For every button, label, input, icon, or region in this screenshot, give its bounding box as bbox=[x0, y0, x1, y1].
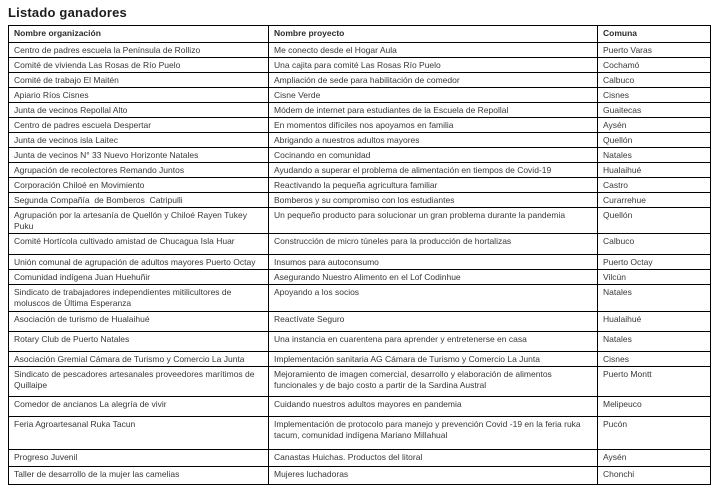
cell-organizacion: Sindicato de pescadores artesanales proveedores marítimos de Quillaipe bbox=[9, 367, 269, 397]
cell-comuna: Natales bbox=[598, 285, 711, 312]
table-row bbox=[9, 352, 711, 367]
cell-comuna: Hualaihué bbox=[598, 312, 711, 332]
cell-comuna: Castro bbox=[598, 178, 711, 193]
cell-organizacion: Segunda Compañía de Bomberos Catripulli bbox=[9, 193, 269, 208]
cell-comuna: Pucón bbox=[598, 417, 711, 450]
cell-proyecto: Una instancia en cuarentena para aprender y entretenerse en casa bbox=[269, 332, 598, 352]
cell-comuna: Puerto Varas bbox=[598, 43, 711, 58]
cell-proyecto: Construcción de micro túneles para la producción de hortalizas bbox=[269, 234, 598, 255]
table-row bbox=[9, 103, 711, 118]
cell-organizacion: Comedor de ancianos La alegría de vivir bbox=[9, 397, 269, 417]
table-row bbox=[9, 467, 711, 485]
cell-comuna: Curarrehue bbox=[598, 193, 711, 208]
table-row bbox=[9, 133, 711, 148]
table-row bbox=[9, 270, 711, 285]
cell-organizacion: Agrupación de recolectores Remando Juntos bbox=[9, 163, 269, 178]
cell-organizacion: Feria Agroartesanal Ruka Tacun bbox=[9, 417, 269, 450]
cell-proyecto: Mujeres luchadoras bbox=[269, 467, 598, 485]
cell-proyecto: Implementación sanitaria AG Cámara de Turismo y Comercio La Junta bbox=[269, 352, 598, 367]
cell-proyecto: Bomberos y su compromiso con los estudiantes bbox=[269, 193, 598, 208]
cell-organizacion: Rotary Club de Puerto Natales bbox=[9, 332, 269, 352]
table-row bbox=[9, 397, 711, 417]
column-header-organizacion: Nombre organización bbox=[9, 26, 269, 43]
winners-table bbox=[8, 25, 711, 485]
table-row bbox=[9, 73, 711, 88]
table-row bbox=[9, 88, 711, 103]
cell-organizacion: Unión comunal de agrupación de adultos mayores Puerto Octay bbox=[9, 255, 269, 270]
table-row bbox=[9, 193, 711, 208]
table-row bbox=[9, 417, 711, 450]
table-row bbox=[9, 163, 711, 178]
cell-comuna: Puerto Montt bbox=[598, 367, 711, 397]
cell-proyecto: Mejoramiento de imagen comercial, desarrollo y elaboración de alimentos funcionales y de bajo costo a partir de la Sardina Austral bbox=[269, 367, 598, 397]
cell-proyecto: Cocinando en comunidad bbox=[269, 148, 598, 163]
cell-proyecto: Me conecto desde el Hogar Aula bbox=[269, 43, 598, 58]
cell-comuna: Natales bbox=[598, 332, 711, 352]
cell-proyecto: Un pequeño producto para solucionar un gran problema durante la pandemia bbox=[269, 208, 598, 234]
table-row bbox=[9, 43, 711, 58]
table-row bbox=[9, 208, 711, 234]
cell-organizacion: Corporación Chiloé en Movimiento bbox=[9, 178, 269, 193]
cell-comuna: Aysén bbox=[598, 118, 711, 133]
table-row bbox=[9, 234, 711, 255]
cell-organizacion: Centro de padres escuela Despertar bbox=[9, 118, 269, 133]
cell-proyecto: Cisne Verde bbox=[269, 88, 598, 103]
cell-comuna: Cochamó bbox=[598, 58, 711, 73]
cell-proyecto: Implementación de protocolo para manejo y prevención Covid -19 en la feria ruka tacum, comunidad indígena Mariano Millahual bbox=[269, 417, 598, 450]
cell-comuna: Chonchi bbox=[598, 467, 711, 485]
cell-organizacion: Progreso Juvenil bbox=[9, 450, 269, 467]
cell-organizacion: Apiario Ríos Cisnes bbox=[9, 88, 269, 103]
cell-organizacion: Comité de vivienda Las Rosas de Río Puelo bbox=[9, 58, 269, 73]
table-row bbox=[9, 450, 711, 467]
cell-proyecto: Abrigando a nuestros adultos mayores bbox=[269, 133, 598, 148]
column-header-comuna: Comuna bbox=[598, 26, 711, 43]
cell-organizacion: Comité de trabajo El Maitén bbox=[9, 73, 269, 88]
cell-organizacion: Agrupación por la artesanía de Quellón y Chiloé Rayen Tukey Puku bbox=[9, 208, 269, 234]
column-header-proyecto: Nombre proyecto bbox=[269, 26, 598, 43]
cell-comuna: Melipeuco bbox=[598, 397, 711, 417]
table-row bbox=[9, 178, 711, 193]
cell-comuna: Aysén bbox=[598, 450, 711, 467]
table-row bbox=[9, 255, 711, 270]
cell-organizacion: Centro de padres escuela la Península de Rollizo bbox=[9, 43, 269, 58]
cell-comuna: Cisnes bbox=[598, 88, 711, 103]
cell-comuna: Natales bbox=[598, 148, 711, 163]
cell-proyecto: Canastas Huichas. Productos del litoral bbox=[269, 450, 598, 467]
cell-proyecto: Módem de internet para estudiantes de la Escuela de Repollal bbox=[269, 103, 598, 118]
cell-proyecto: Una cajita para comité Las Rosas Río Puelo bbox=[269, 58, 598, 73]
cell-comuna: Guaitecas bbox=[598, 103, 711, 118]
table-row bbox=[9, 312, 711, 332]
cell-comuna: Quellón bbox=[598, 208, 711, 234]
table-row bbox=[9, 118, 711, 133]
cell-proyecto: Cuidando nuestros adultos mayores en pandemia bbox=[269, 397, 598, 417]
table-row bbox=[9, 148, 711, 163]
cell-organizacion: Comité Hortícola cultivado amistad de Chucagua Isla Huar bbox=[9, 234, 269, 255]
cell-comuna: Hualaihué bbox=[598, 163, 711, 178]
cell-proyecto: Insumos para autoconsumo bbox=[269, 255, 598, 270]
cell-organizacion: Junta de vecinos Repollal Alto bbox=[9, 103, 269, 118]
table-row bbox=[9, 332, 711, 352]
cell-proyecto: Apoyando a los socios bbox=[269, 285, 598, 312]
cell-organizacion: Comunidad indígena Juan Huehuñir bbox=[9, 270, 269, 285]
cell-comuna: Cisnes bbox=[598, 352, 711, 367]
page-title: Listado ganadores bbox=[8, 5, 127, 20]
table-row bbox=[9, 367, 711, 397]
cell-comuna: Calbuco bbox=[598, 73, 711, 88]
table-row bbox=[9, 58, 711, 73]
cell-organizacion: Junta de vecinos isla Laitec bbox=[9, 133, 269, 148]
cell-organizacion: Taller de desarrollo de la mujer las camelias bbox=[9, 467, 269, 485]
cell-organizacion: Asociación Gremial Cámara de Turismo y Comercio La Junta bbox=[9, 352, 269, 367]
cell-comuna: Calbuco bbox=[598, 234, 711, 255]
cell-organizacion: Sindicato de trabajadores independientes mitilicultores de moluscos de Última Esperanza bbox=[9, 285, 269, 312]
cell-proyecto: Ayudando a superar el problema de alimentación en tiempos de Covid-19 bbox=[269, 163, 598, 178]
winners-table-body bbox=[9, 43, 711, 485]
table-header-row bbox=[9, 26, 711, 43]
cell-organizacion: Junta de vecinos N° 33 Nuevo Horizonte Natales bbox=[9, 148, 269, 163]
cell-comuna: Quellón bbox=[598, 133, 711, 148]
table-row bbox=[9, 285, 711, 312]
cell-proyecto: Reactivando la pequeña agricultura familiar bbox=[269, 178, 598, 193]
cell-organizacion: Asociación de turismo de Hualaihué bbox=[9, 312, 269, 332]
cell-comuna: Vilcún bbox=[598, 270, 711, 285]
cell-comuna: Puerto Octay bbox=[598, 255, 711, 270]
cell-proyecto: Reactívate Seguro bbox=[269, 312, 598, 332]
cell-proyecto: En momentos difíciles nos apoyamos en familia bbox=[269, 118, 598, 133]
cell-proyecto: Ampliación de sede para habilitación de comedor bbox=[269, 73, 598, 88]
cell-proyecto: Asegurando Nuestro Alimento en el Lof Codinhue bbox=[269, 270, 598, 285]
